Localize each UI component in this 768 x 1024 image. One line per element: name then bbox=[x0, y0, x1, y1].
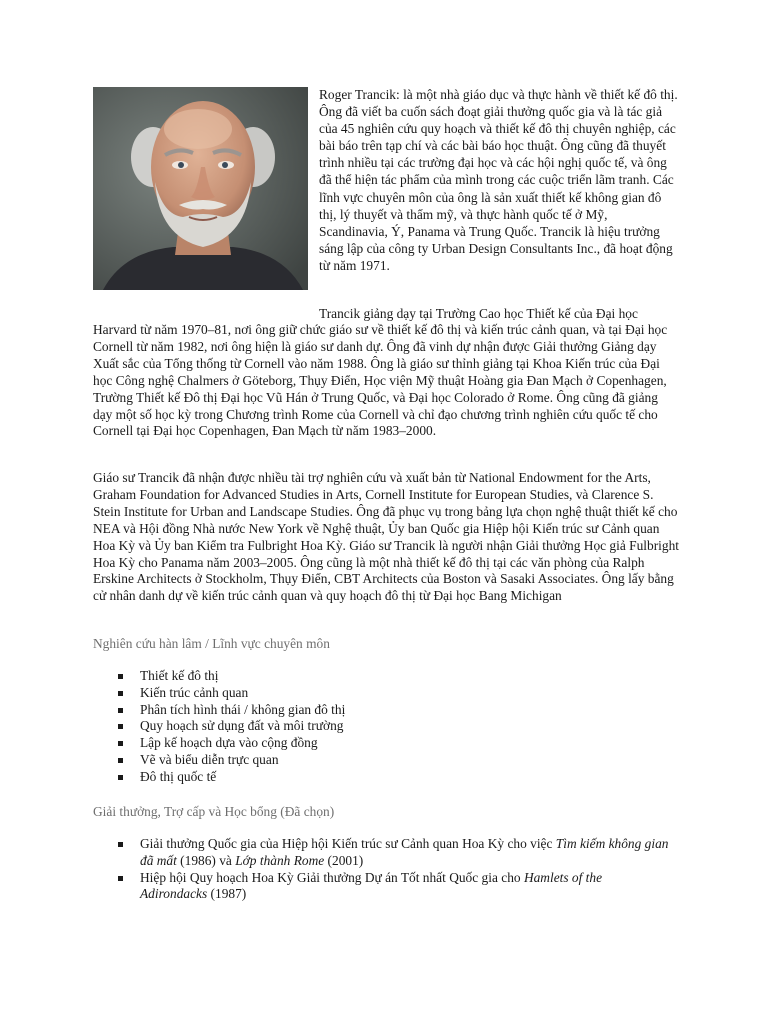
awards-list bbox=[93, 836, 679, 903]
list-item: Lập kế hoạch dựa vào cộng đồng bbox=[93, 735, 679, 752]
list-item: Thiết kế đô thị bbox=[93, 668, 679, 685]
award-title: Lớp thành Rome bbox=[235, 852, 325, 868]
list-item bbox=[93, 870, 679, 904]
portrait-photo bbox=[93, 87, 308, 290]
awards-heading: Giải thưởng, Trợ cấp và Học bổng (Đã chọn) bbox=[93, 804, 335, 819]
intro-paragraph: Roger Trancik: là một nhà giáo dục và thực hành về thiết kế đô thị. Ông đã viết ba cuốn sách đoạt giải thưởng quốc gia và là tác giả của 45 nghiên cứu quy hoạch và thiết kế đô thị chuyên nghiệp, các bài báo trên tạp chí và các bài báo học thuật. Ông cũng đã thuyết trình nhiều tại các trường đại học và các hội nghị quốc tế, và ông đã thể hiện tác phẩm của mình trong các cuộc triển lãm tranh. Các lĩnh vực chuyên môn của ông là sản xuất thiết kế không gian đô thị, lý thuyết và thẩm mỹ, và thực hành quốc tế ở Mỹ, Scandinavia, Ý, Panama và Trung Quốc. Trancik là hiệu trưởng sáng lập của công ty Urban Design Consultants Inc., đã hoạt động từ năm 1971. bbox=[319, 87, 678, 273]
research-list bbox=[93, 668, 679, 786]
teaching-paragraph-first-line: Trancik giảng dạy tại Trường Cao học Thiết kế của Đại học bbox=[319, 306, 638, 321]
list-item: Phân tích hình thái / không gian đô thị bbox=[93, 702, 679, 719]
teaching-paragraph: Harvard từ năm 1970–81, nơi ông giữ chức giáo sư về thiết kế đô thị và kiến trúc cảnh quan, và tại Đại học Cornell từ năm 1982, nơi ông hiện là giáo sư danh dự. Ông đã vinh dự nhận được Giải thưởng Giảng dạy Xuất sắc của Tổng thống từ Cornell vào năm 1988. Ông là giáo sư thỉnh giảng tại Khoa Kiến trúc của Đại học Công nghệ Chalmers ở Göteborg, Thụy Điển, Học viện Mỹ thuật Hoàng gia Đan Mạch ở Copenhagen, Trường Thiết kế Đô thị Đại học Vũ Hán ở Trung Quốc, và Đại học Colorado ở Rome. Ông cũng đã giảng dạy một số học kỳ trong Chương trình Rome của Cornell và chỉ đạo chương trình nghiên cứu quốc tế cho Cornell tại Đại học Copenhagen, Đan Mạch từ năm 1983–2000. bbox=[93, 322, 668, 439]
award-text: Giải thưởng Quốc gia của Hiệp hội Kiến trúc sư Cảnh quan Hoa Kỳ cho việc bbox=[140, 836, 556, 851]
research-heading: Nghiên cứu hàn lâm / Lĩnh vực chuyên môn bbox=[93, 636, 330, 651]
list-item bbox=[93, 836, 679, 870]
list-item: Đô thị quốc tế bbox=[93, 769, 679, 786]
grants-paragraph: Giáo sư Trancik đã nhận được nhiều tài trợ nghiên cứu và xuất bản từ National Endowment for the Arts, Graham Foundation for Advanced Studies in Arts, Cornell Institute for European Studies, và Clarence S. Stein Institute for Urban and Landscape Studies. Ông đã phục vụ trong bảng lựa chọn nghệ thuật thiết kế cho NEA và Hội đồng Nhà nước New York về Nghệ thuật, Ủy ban Quốc gia Hiệp hội Kiến trúc sư Cảnh quan Hoa Kỳ và Ủy ban Kiểm tra Fulbright Hoa Kỳ. Giáo sư Trancik là người nhận Giải thưởng Học giả Fulbright Hoa Kỳ cho Panama năm 2003–2005. Ông cũng là một nhà thiết kế đô thị tại các văn phòng của Ralph Erskine Architects ở Stockholm, Thụy Điển, CBT Architects của Boston và Sasaki Associates. Ông lấy bằng cử nhân danh dự về kiến trúc cảnh quan và quy hoạch đô thị từ Đại học Bang Michigan bbox=[93, 470, 679, 604]
award-title: Hamlets of the Adirondacks bbox=[140, 869, 603, 902]
award-text: (2001) bbox=[324, 852, 364, 868]
award-text: Hiệp hội Quy hoạch Hoa Kỳ Giải thưởng Dự án Tốt nhất Quốc gia cho bbox=[140, 869, 524, 885]
award-title: Tìm kiếm không gian đã mất bbox=[140, 836, 669, 868]
list-item: Vẽ và biểu diễn trực quan bbox=[93, 752, 679, 769]
list-item: Kiến trúc cảnh quan bbox=[93, 685, 679, 702]
award-text: (1986) và bbox=[176, 852, 236, 868]
list-item: Quy hoạch sử dụng đất và môi trường bbox=[93, 718, 679, 735]
award-text: (1987) bbox=[207, 886, 247, 902]
